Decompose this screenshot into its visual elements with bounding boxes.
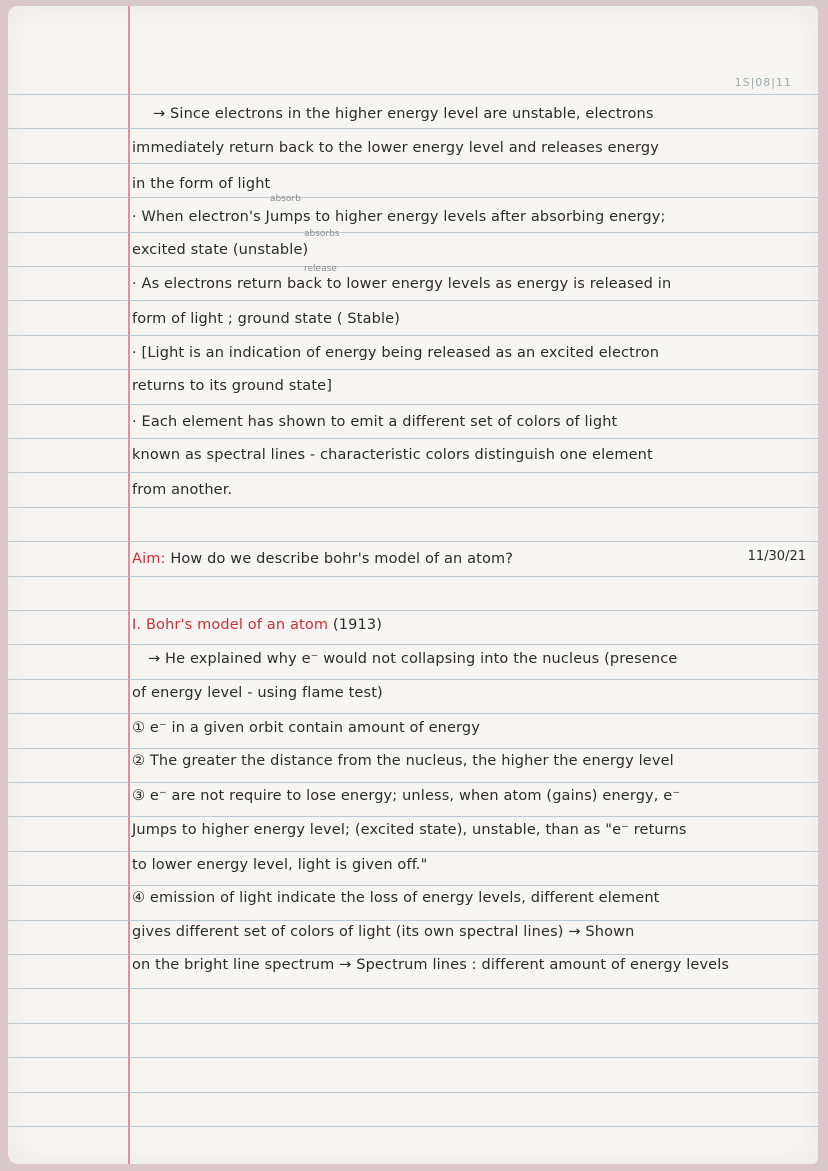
bohr-line-3: ① e⁻ in a given orbit contain amount of energy [132,720,481,736]
note-line-4: · When electron's Jumps to higher energy levels after absorbing energy; [132,209,666,225]
bohr-line-2: of energy level - using flame test) [132,685,383,701]
aim-label: Aim: [132,551,166,567]
ruled-line [8,1023,818,1024]
ruled-line [8,163,818,164]
bohr-line-9: gives different set of colors of light (its own spectral lines) → Shown [132,924,635,940]
bohr-line-8: ④ emission of light indicate the loss of energy levels, different element [132,890,660,906]
bohr-line-5: ③ e⁻ are not require to lose energy; unless, when atom (gains) energy, e⁻ [132,788,681,804]
ruled-line [8,610,818,611]
ruled-line [8,954,818,955]
ruled-line [8,851,818,852]
ruled-line [8,197,818,198]
annotation-absorb: absorb [270,194,301,204]
ruled-line [8,748,818,749]
bohr-line-7: to lower energy level, light is given off." [132,857,428,873]
section-heading: I. Bohr's model of an atom [132,617,329,633]
note-line-5: excited state (unstable) [132,242,309,258]
annotation-release: release [304,264,337,274]
ruled-line [8,300,818,301]
margin-line [128,6,130,1164]
bohr-line-10: on the bright line spectrum → Spectrum lines : different amount of energy levels [132,957,730,973]
ruled-line [8,1126,818,1127]
aim-text: How do we describe bohr's model of an atom? [170,551,514,567]
ruled-line [8,507,818,508]
ruled-line [8,816,818,817]
annotation-absorbs: absorbs [304,229,340,239]
ruled-line [8,1092,818,1093]
ruled-line [8,128,818,129]
ruled-line [8,885,818,886]
ruled-line [8,1057,818,1058]
section-heading-line [132,617,798,633]
corner-date: 1S|08|11 [734,76,792,89]
ruled-line [8,404,818,405]
ruled-line [8,541,818,542]
ruled-line [8,438,818,439]
ruled-line [8,713,818,714]
ruled-line [8,920,818,921]
note-line-3: in the form of light [132,176,271,192]
note-line-7: form of light ; ground state ( Stable) [132,311,401,327]
bohr-line-1: → He explained why e⁻ would not collapsing into the nucleus (presence [148,651,678,667]
bohr-line-6: Jumps to higher energy level; (excited state), unstable, than as "e⁻ returns [132,822,687,838]
note-line-1: → Since electrons in the higher energy level are unstable, electrons [153,106,654,122]
note-line-10: · Each element has shown to emit a different set of colors of light [132,414,618,430]
ruled-line [8,679,818,680]
section-year: (1913) [332,617,383,633]
ruled-line [8,576,818,577]
ruled-line [8,266,818,267]
bohr-line-4: ② The greater the distance from the nucleus, the higher the energy level [132,753,674,769]
ruled-line [8,232,818,233]
ruled-line [8,94,818,95]
note-line-12: from another. [132,482,233,498]
ruled-line [8,988,818,989]
ruled-line [8,369,818,370]
note-line-11: known as spectral lines - characteristic colors distinguish one element [132,447,653,463]
ruled-line [8,782,818,783]
note-line-8: · [Light is an indication of energy being released as an excited electron [132,345,660,361]
ruled-line [8,472,818,473]
note-line-2: immediately return back to the lower energy level and releases energy [132,140,659,156]
ruled-line [8,644,818,645]
aim-date: 11/30/21 [747,549,806,564]
aim-line [132,551,798,567]
note-line-9: returns to its ground state] [132,378,333,394]
ruled-line [8,335,818,336]
note-line-6: · As electrons return back to lower energy levels as energy is released in [132,276,672,292]
notebook-page [8,6,818,1164]
